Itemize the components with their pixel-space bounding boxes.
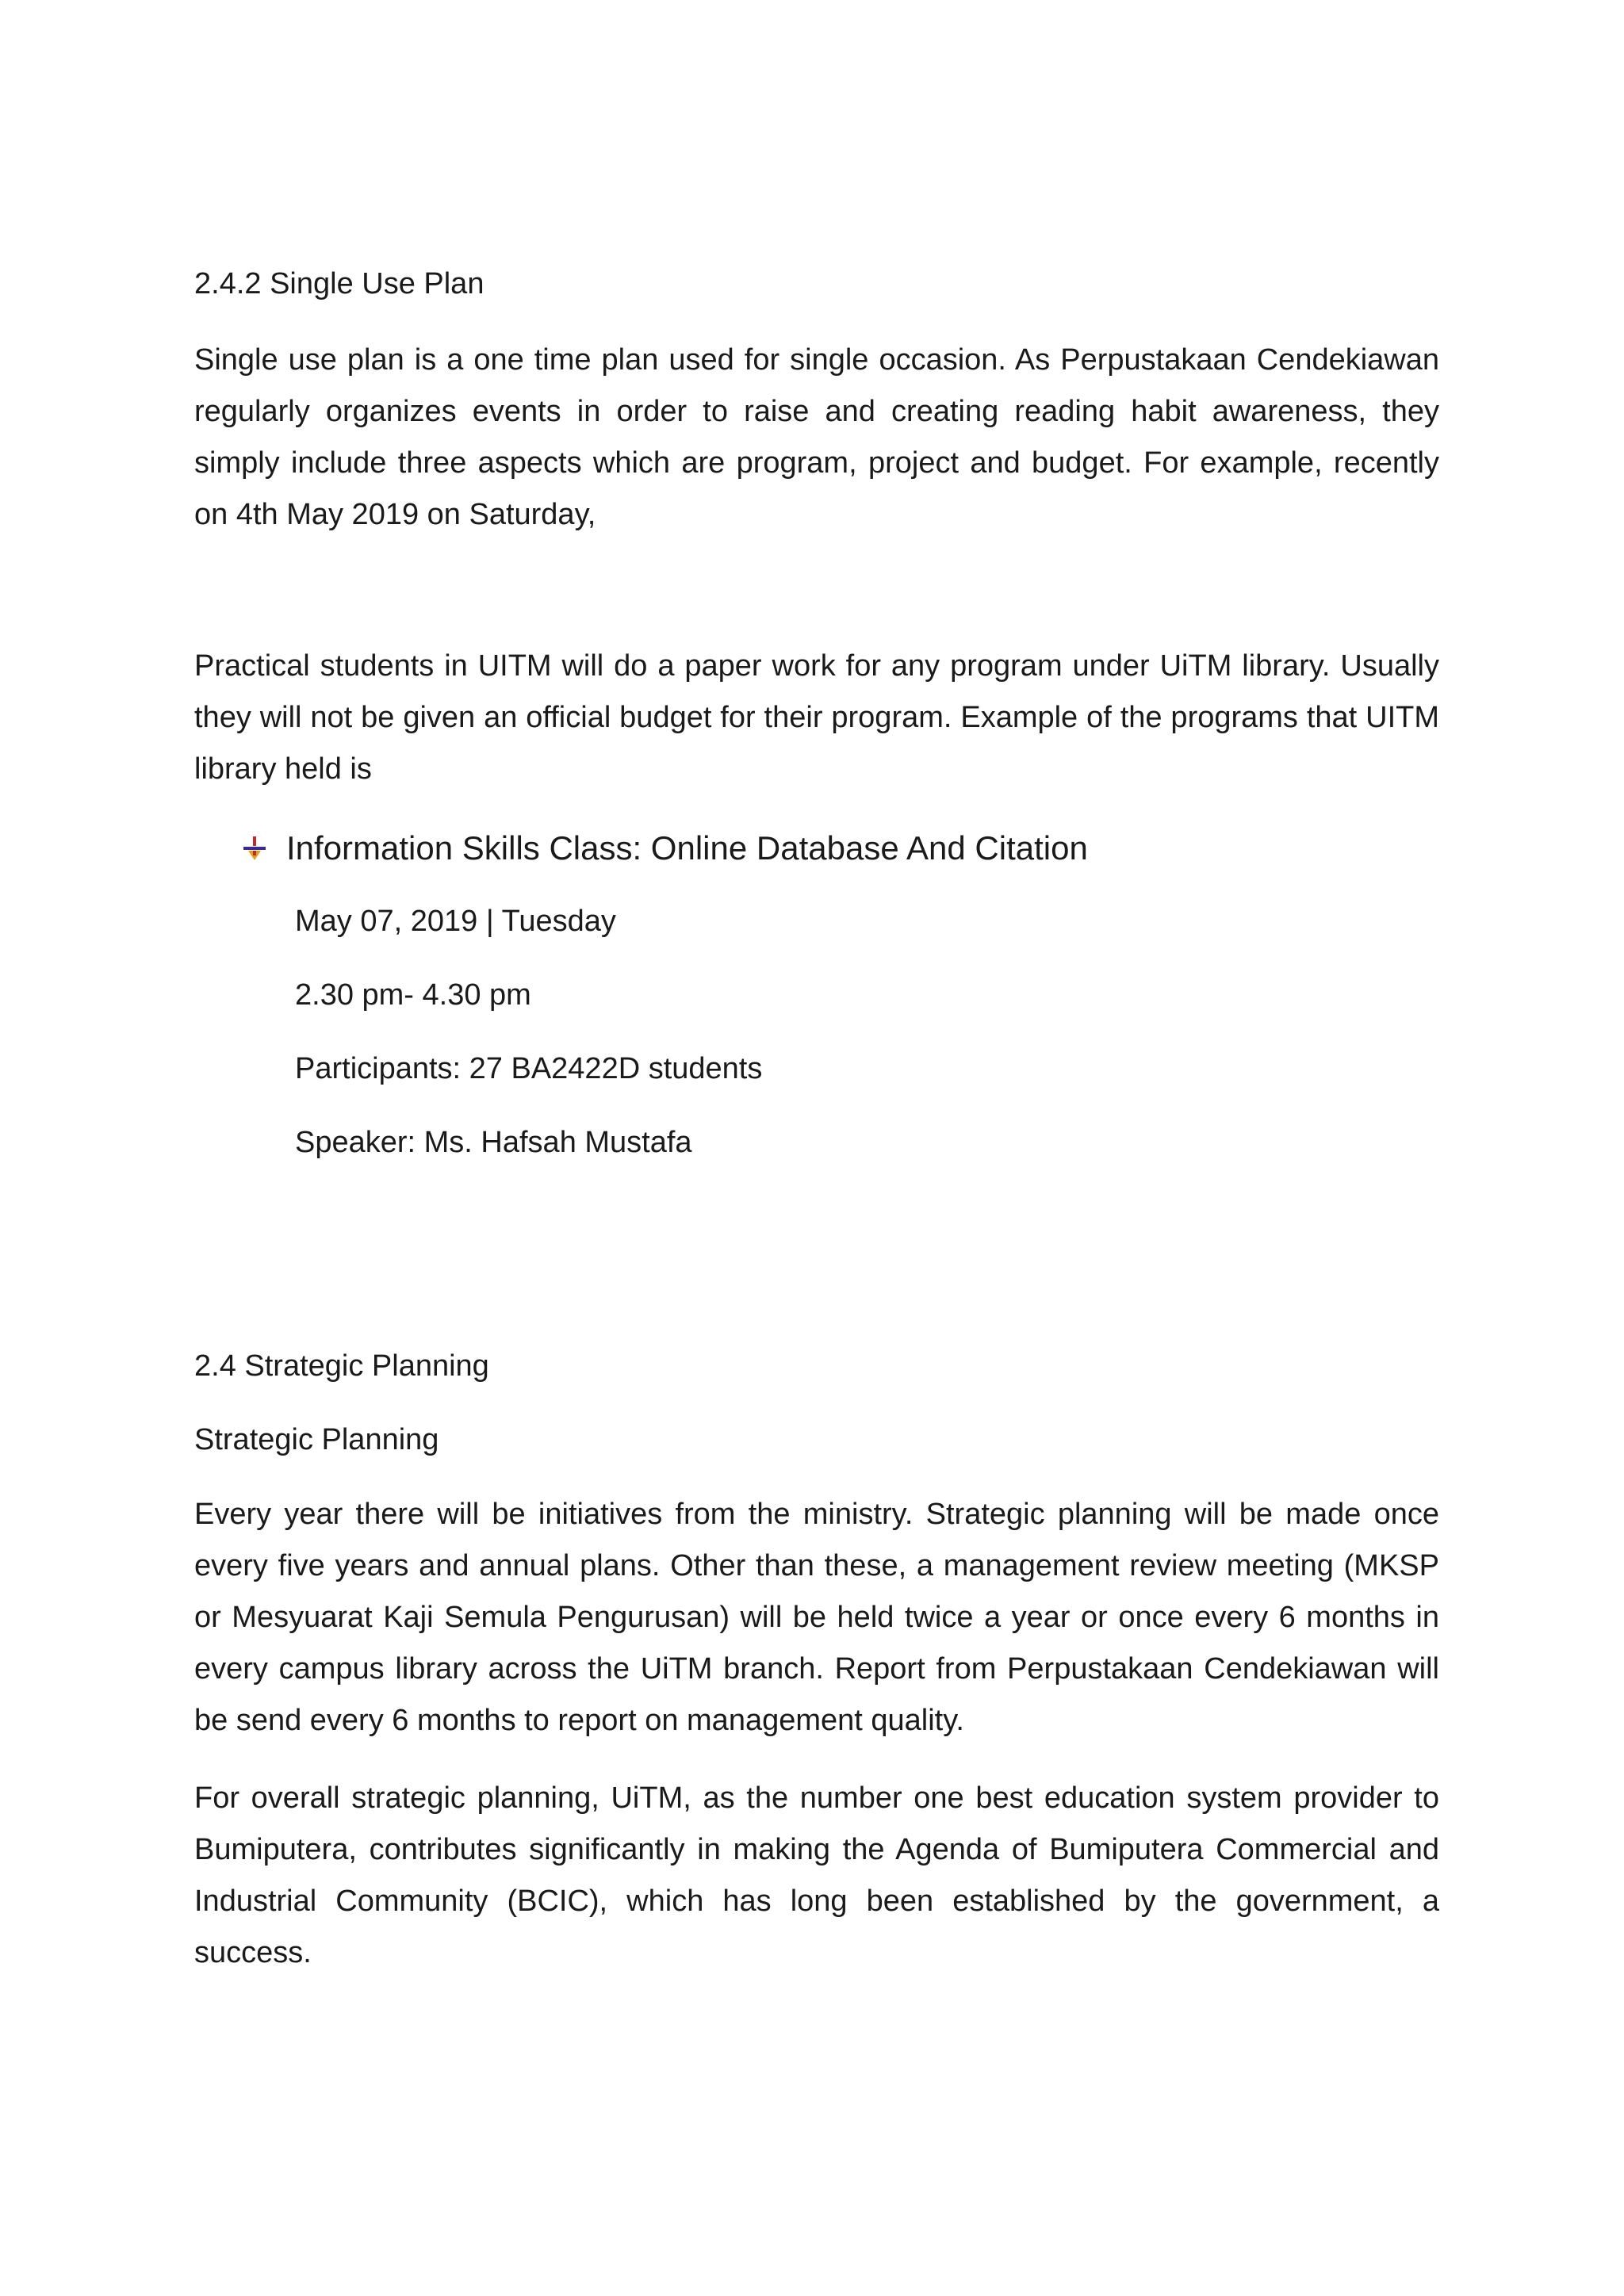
paragraph-strategic-planning-1: Every year there will be initiatives from the ministry. Strategic planning will be made once every five years and annual plans. Other than these, a management review meeting (MKSP or Mesyuarat Kaji Semula Pengurusan) will be held twice a year or once every 6 months in every campus library across the UiTM branch. Report from Perpustakaan Cendekiawan will be send every 6 months to report on management quality.: [194, 1498, 1439, 1737]
subheading-strategic-planning: Strategic Planning: [194, 1423, 439, 1456]
program-date: May 07, 2019 | Tuesday: [295, 905, 616, 938]
program-title: Information Skills Class: Online Database And Citation: [286, 829, 1088, 867]
program-speaker: Speaker: Ms. Hafsah Mustafa: [295, 1126, 692, 1159]
program-participants: Participants: 27 BA2422D students: [295, 1052, 763, 1085]
section-heading-single-use-plan: 2.4.2 Single Use Plan: [194, 267, 485, 300]
arrow-down-bullet-icon: [242, 836, 267, 861]
program-time: 2.30 pm- 4.30 pm: [295, 978, 531, 1012]
section-heading-strategic-planning: 2.4 Strategic Planning: [194, 1349, 489, 1383]
paragraph-practical-students: Practical students in UITM will do a paper work for any program under UiTM library. Usually they will not be given an official budget for their program. Example of the programs that UITM library held is: [194, 649, 1439, 786]
paragraph-strategic-planning-2: For overall strategic planning, UiTM, as the number one best education system provider to Bumiputera, contributes significantly in making the Agenda of Bumiputera Commercial and Industrial Community (BCIC), which has long been established by the government, a success.: [194, 1781, 1439, 1969]
paragraph-single-use-plan: Single use plan is a one time plan used for single occasion. As Perpustakaan Cendekiawan regularly organizes events in order to raise and creating reading habit awareness, they simply include three aspects which are program, project and budget. For example, recently on 4th May 2019 on Saturday,: [194, 343, 1439, 531]
program-bullet-item: [242, 825, 1088, 872]
